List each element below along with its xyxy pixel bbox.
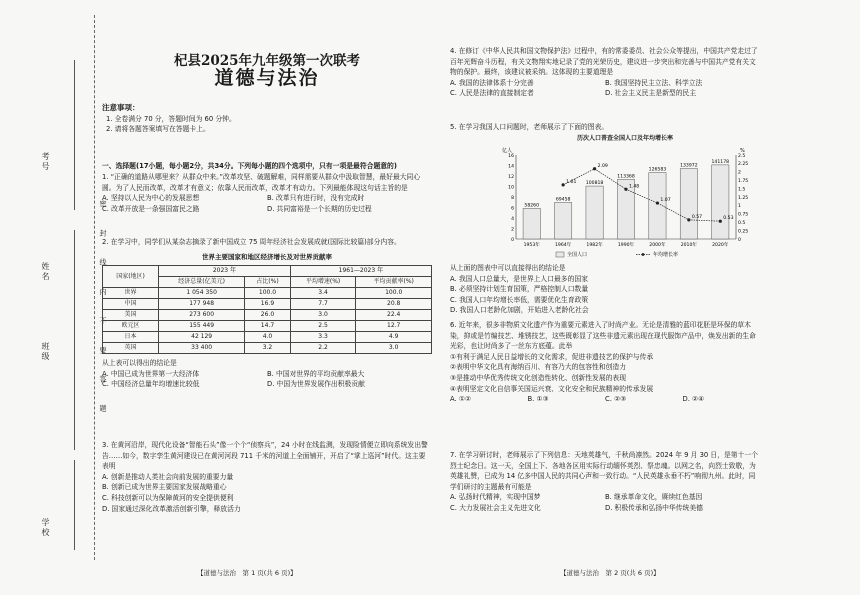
option-c[interactable]: C. 科技创新可以为保障黄河的安全提供便利 [102,493,234,502]
option-a[interactable]: A. 中国已成为世界第一大经济体 [102,369,200,378]
table-cell: 英国 [103,343,159,354]
option-c[interactable]: C. ②③ [605,395,627,404]
question-5 [450,122,760,133]
rate-point [593,167,596,170]
subject-title: 道德与法治 [214,67,320,89]
option-a[interactable]: A. 我国的法律体系十分完善 [450,78,534,87]
chart-title: 历次人口普查全国人口及年均增长率 [576,135,673,142]
class-label: 班级 [41,342,50,362]
notice-heading: 注意事项： [102,103,140,112]
chart-bar [712,164,729,238]
question-2 [102,237,432,390]
question-7 [450,450,760,514]
table-cell: 4.9 [356,332,432,343]
options [102,193,432,214]
rate-data-label: 0.53 [723,215,734,221]
notice-block [102,103,432,135]
table-cell: 日本 [103,332,159,343]
options [450,394,760,405]
table-cell: 2.2 [290,343,356,354]
table-row [103,332,432,343]
rate-point [656,201,659,204]
col-contrib-header: 平均贡献率(%) [356,277,432,288]
y-tick-left: 10 [508,184,514,190]
x-tick-label: 1990年 [617,242,635,248]
options [102,369,432,390]
statement-4: ④表明坚定文化自信事关国运兴衰、文化安全和民族精神的传承发展 [450,384,654,393]
option-d[interactable]: D. 积极传承和弘扬中华传统美德 [605,503,703,512]
binding-margin [30,0,107,595]
statement-3: ③是推动中华优秀传统文化创造性转化、创新性发展的表现 [450,373,627,382]
table-cell: 3.0 [290,310,356,321]
rate-point [562,183,565,186]
statement-2: ②表明中华文化具有海纳百川、有容乃大的包容性和创造力 [450,363,627,372]
table-cell: 20.8 [356,299,432,310]
table-row [103,288,432,299]
option-c[interactable]: C. 改革开放是一条强国富民之路 [102,204,200,213]
legend-swatch-bar [556,252,564,257]
y-tick-right: 0.75 [738,212,749,218]
y-tick-right: 2 [738,170,741,176]
table-cell: 100.0 [245,288,291,299]
option-b[interactable]: B. 继承革命文化，赓续红色基因 [605,493,703,502]
table-cell: 22.4 [356,310,432,321]
col-growth-header: 平均增速(%) [290,277,356,288]
y-axis-left-label: 亿人 [501,147,512,154]
rate-point [687,218,690,221]
table-cell: 世界 [103,288,159,299]
question-6 [450,320,760,405]
class-field[interactable] [74,330,75,450]
option-d[interactable]: D. 国家通过深化改革激活创新引擎，释放活力 [102,504,241,513]
legend-label: 年均增长率 [653,251,679,258]
bar-data-label: 141178 [711,159,730,165]
chart-bar [523,208,540,239]
question-stem: 7. 在学习研讨时，老师展示了下列信息：天地英雄气，千秋尚凛然。2024 年 9 月 30 日，是第十一个烈士纪念日。这一天，全国上下、各地各区用实际行动缅怀英烈、祭忠魂。以网之名，向烈士致敬，为英雄礼赞，已成为 14 亿多中国人民的共同心声和一致行动。“人民英雄永垂不朽”响彻九州。此时，同学们研讨的主题最有可能是 [450,451,758,491]
col-gdp-header: 经济总量(亿美元) [159,277,245,288]
table-cell: 7.7 [290,299,356,310]
table-cell: 4.0 [245,332,291,343]
rate-data-label: 1.61 [566,179,577,185]
option-b[interactable]: B. 创新已成为世界主要国家发展战略重心 [102,483,227,492]
table-title: 世界主要国家和地区经济增长及对世界贡献率 [202,252,332,261]
y-tick-left: 8 [511,195,514,201]
table-cell: 100.0 [356,288,432,299]
bar-data-label: 69458 [555,197,571,203]
question-stem: 5. 在学习我国人口问题时，老师展示了下面的图表。 [450,123,609,131]
seal-line [94,15,95,560]
question-3 [102,440,432,514]
y-tick-right: 1.25 [738,195,749,201]
table-cell: 欧元区 [103,321,159,332]
question-1 [102,172,432,214]
option-d[interactable]: D. 中国为世界发展作出积极贡献 [267,380,365,389]
legend-swatch-point [642,253,645,256]
x-tick-label: 1982年 [586,242,603,248]
y-tick-left: 0 [511,237,514,243]
option-a[interactable]: A. ①② [450,395,472,404]
option-c[interactable]: C. 人民是法律的直接制定者 [450,89,534,98]
x-tick-label: 2010年 [680,242,698,248]
col-share-header: 占比(%) [245,277,291,288]
table-header-row [103,266,432,277]
option-d[interactable]: D. 社会主义民主是新型的民主 [605,89,697,98]
table-cell: 177 948 [159,299,245,310]
option-a[interactable]: A. 我国人口总量大，是世界上人口最多的国家 [450,274,588,283]
table-cell: 中国 [103,299,159,310]
statement-1: ①有利于满足人民日益增长的文化需求，促进非遗技艺的保护与传承 [450,352,654,361]
y-tick-left: 2 [511,226,514,232]
table-row [103,299,432,310]
y-axis-right-label: % [740,147,745,154]
y-tick-right: 1.5 [738,186,746,192]
page-1-column [102,0,432,595]
option-a[interactable]: A. 弘扬时代精神，实现中国梦 [450,493,541,502]
option-b[interactable]: B. 改革只有进行时，没有完成时 [267,194,365,203]
y-tick-right: 1 [738,203,741,209]
option-d[interactable]: D. 我国人口老龄化加剧，开始进入老龄化社会 [450,306,589,315]
chart-bar [680,168,697,238]
option-d[interactable]: D. 共同富裕是一个长期的历史过程 [267,204,372,213]
option-a[interactable]: A. 坚持以人民为中心的发展思想 [102,194,200,203]
bar-data-label: 58260 [524,203,540,209]
table-row [103,343,432,354]
notice-item: 1. 全卷满分 70 分，答题时间为 60 分钟。 [106,114,236,123]
question-prompt: 从上面的图表中可以直接得出的结论是 [450,264,566,272]
page-footer-right: 【道德与法治 第 2 页(共 6 页)】 [560,569,660,577]
table-cell: 42 129 [159,332,245,343]
exam-no-label: 考号 [41,152,50,172]
x-tick-label: 1964年 [554,242,572,248]
table-cell: 26.0 [245,310,291,321]
bar-data-label: 113368 [617,174,635,180]
col-region-header: 国家(地区) [103,266,159,288]
option-c[interactable]: C. 大力发展社会主义先进文化 [450,503,541,512]
table-cell: 1 054 350 [159,288,245,299]
legend-label: 全国人口 [567,251,588,258]
rate-data-label: 0.57 [691,214,703,220]
rate-point [719,219,722,222]
table-cell: 2.5 [290,321,356,332]
page-footer-left: 【道德与法治 第 1 页(共 6 页)】 [197,569,297,577]
bar-data-label: 133972 [680,163,698,169]
exam-title: 杞县2025年九年级第一次联考 [173,53,361,69]
table-cell: 14.7 [245,321,291,332]
page-2-column [450,0,760,595]
table-cell: 3.3 [290,332,356,343]
options [450,78,760,99]
rate-data-label: 1.07 [660,197,671,203]
table-cell: 12.7 [356,321,432,332]
table-row [103,310,432,321]
table-cell: 3.0 [356,343,432,354]
option-c[interactable]: C. 中国经济总量年均增速比较低 [102,380,200,389]
question-stem: 6. 近年来，很多非物质文化遗产作为重要元素进入了时尚产业。无论是清雅的蓝印花胚是环保的草木染，抑或是竹编技艺、堆锈技艺，这些既彰显了这些非遗元素出现在现代服饰产品中，焕发出新的生命光彩，也让时尚多了一丝东方底蕴。此举 [450,321,756,351]
chart-bar [586,186,603,239]
school-label: 学校 [41,518,50,538]
name-label: 姓名 [41,262,50,282]
table-row [103,321,432,332]
option-b[interactable]: B. 必须坚持计划生育国策，严格控制人口数量 [450,285,589,294]
y-tick-left: 6 [511,205,514,211]
y-tick-left: 4 [511,216,514,222]
col-group-1961-2023: 1961—2023 年 [290,266,431,277]
table-cell: 3.2 [245,343,291,354]
question-stem: 1. “正确的道路从哪里来？从群众中来。”改革攻坚、破题解难，同样需要从群众中汲取智慧，最好最大同心圆。为了人民而改革，改革才有意义；依靠人民而改革，改革才有动力。下列最能体现这句话主旨的是 [102,173,421,192]
question-stem: 3. 在黄河沿岸，现代化设备“智能石头”像一个个“侦察兵”，24 小时在线监测，发现险情便立即向系统发出警告……如今，数字孪生黄河建设已在黄河河段 711 千米的河道上全面铺开，开启了“掌上巡河”时代。这主要表明 [102,441,428,471]
table-cell: 16.9 [245,299,291,310]
question-4 [450,46,760,99]
y-tick-right: 1.75 [738,178,749,184]
option-b[interactable]: B. ①③ [527,395,549,404]
option-b[interactable]: B. 中国对世界的平均贡献率最大 [267,369,365,378]
option-b[interactable]: B. 我国坚持民主立法、科学立法 [605,78,703,87]
option-a[interactable]: A. 创新是推动人类社会向前发展的重要力量 [102,472,234,481]
y-tick-right: 0.5 [738,220,746,226]
seal-line-text: 密 封 线 内 不 要 答 题 [99,200,107,422]
chart-bar [649,172,666,238]
table-cell: 美国 [103,310,159,321]
rate-data-label: 1.48 [629,183,640,189]
chart-svg [490,145,760,263]
y-tick-left: 16 [508,153,514,159]
y-tick-right: 0.25 [738,228,749,234]
table-cell: 273 600 [159,310,245,321]
table-cell: 33 400 [159,343,245,354]
bar-data-label: 126583 [648,167,667,173]
rate-point [624,187,627,190]
y-tick-right: 0 [738,237,741,243]
bar-data-label: 100818 [585,180,604,186]
notice-item: 2. 请将各题答案填写在答题卡上。 [106,125,210,134]
y-tick-right: 2.25 [738,161,749,167]
economy-table [102,265,432,354]
option-d[interactable]: D. ②④ [682,395,705,404]
population-chart [490,134,760,260]
rate-data-label: 2.09 [597,163,608,169]
question-stem: 2. 在学习中，同学们从某杂志摘录了新中国成立 75 周年经济社会发展成就(国际比较篇)部分内容。 [102,238,401,246]
y-tick-right: 2.5 [738,153,746,159]
question-5-body [450,263,760,316]
table-cell: 155 449 [159,321,245,332]
exam-no-field[interactable] [74,60,75,210]
y-tick-left: 12 [508,174,514,180]
col-group-2023: 2023 年 [159,266,291,277]
x-tick-label: 2020年 [712,242,729,248]
name-field[interactable] [74,230,75,330]
options [450,492,760,513]
y-tick-left: 14 [508,163,514,169]
chart-bar [555,202,572,238]
question-stem: 4. 在修订《中华人民共和国文物保护法》过程中，有的常委委员、社会公众等提出，中国共产党走过了百年光辉奋斗历程，有关文物翔实地记录了党的光荣历史，建议进一步突出和完善与中国共产党有关文物的保护。最终，该建议被采纳。这体现的主要道理是 [450,47,758,77]
section-1-heading: 一、选择题(17小题，每小题2分，共34分。下列每小题的四个选项中，只有一项是最符合题意的) [102,162,397,170]
table-cell: 3.4 [290,288,356,299]
x-tick-label: 1953年 [523,242,540,248]
question-prompt: 从上表可以得出的结论是 [102,359,177,368]
school-field[interactable] [74,460,75,550]
x-tick-label: 2000年 [649,242,666,248]
option-c[interactable]: C. 我国人口年均增长率低，需要优化生育政策 [450,295,589,304]
